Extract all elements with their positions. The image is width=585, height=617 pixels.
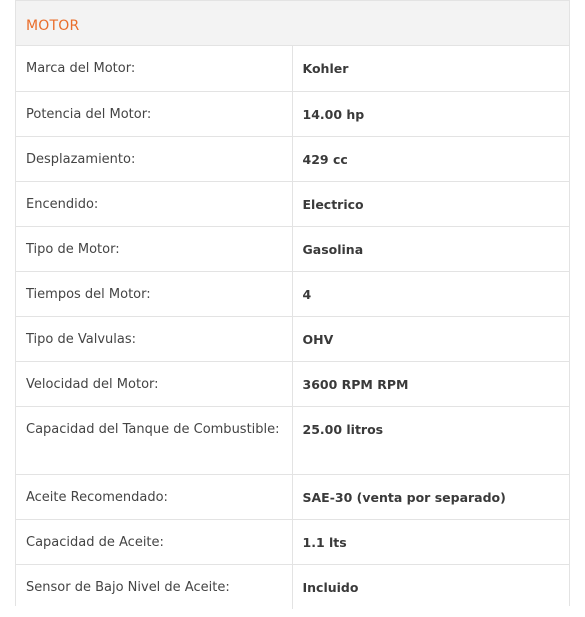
spec-label-fuel-tank-capacity: Capacidad del Tanque de Combustible: xyxy=(16,406,292,474)
spec-value-engine-power: 14.00 hp xyxy=(292,91,569,136)
spec-label-engine-type: Tipo de Motor: xyxy=(16,226,292,271)
spec-value-engine-brand: Kohler xyxy=(292,46,569,91)
table-row xyxy=(16,474,569,519)
spec-label-engine-power: Potencia del Motor: xyxy=(16,91,292,136)
spec-table xyxy=(16,46,569,609)
table-row xyxy=(16,46,569,91)
spec-value-fuel-tank-capacity: 25.00 litros xyxy=(292,406,569,474)
table-row xyxy=(16,361,569,406)
section-title: MOTOR xyxy=(26,18,80,34)
spec-label-engine-speed: Velocidad del Motor: xyxy=(16,361,292,406)
spec-value-valve-type: OHV xyxy=(292,316,569,361)
spec-label-valve-type: Tipo de Valvulas: xyxy=(16,316,292,361)
spec-label-engine-strokes: Tiempos del Motor: xyxy=(16,271,292,316)
spec-label-displacement: Desplazamiento: xyxy=(16,136,292,181)
spec-label-engine-brand: Marca del Motor: xyxy=(16,46,292,91)
spec-value-engine-strokes: 4 xyxy=(292,271,569,316)
spec-value-recommended-oil: SAE-30 (venta por separado) xyxy=(292,474,569,519)
table-row xyxy=(16,136,569,181)
spec-label-oil-capacity: Capacidad de Aceite: xyxy=(16,519,292,564)
table-row xyxy=(16,406,569,474)
spec-value-displacement: 429 cc xyxy=(292,136,569,181)
spec-value-ignition: Electrico xyxy=(292,181,569,226)
spec-value-engine-type: Gasolina xyxy=(292,226,569,271)
spec-value-oil-capacity: 1.1 lts xyxy=(292,519,569,564)
spec-value-engine-speed: 3600 RPM RPM xyxy=(292,361,569,406)
spec-label-recommended-oil: Aceite Recomendado: xyxy=(16,474,292,519)
table-row xyxy=(16,91,569,136)
motor-spec-panel xyxy=(15,0,570,606)
spec-value-low-oil-sensor: Incluido xyxy=(302,579,359,595)
table-row xyxy=(16,564,569,609)
spec-label-ignition: Encendido: xyxy=(16,181,292,226)
spec-label-low-oil-sensor: Sensor de Bajo Nivel de Aceite: xyxy=(16,564,292,609)
table-row xyxy=(16,519,569,564)
section-header xyxy=(16,1,569,46)
table-row xyxy=(16,271,569,316)
table-row xyxy=(16,316,569,361)
table-row xyxy=(16,226,569,271)
table-row xyxy=(16,181,569,226)
